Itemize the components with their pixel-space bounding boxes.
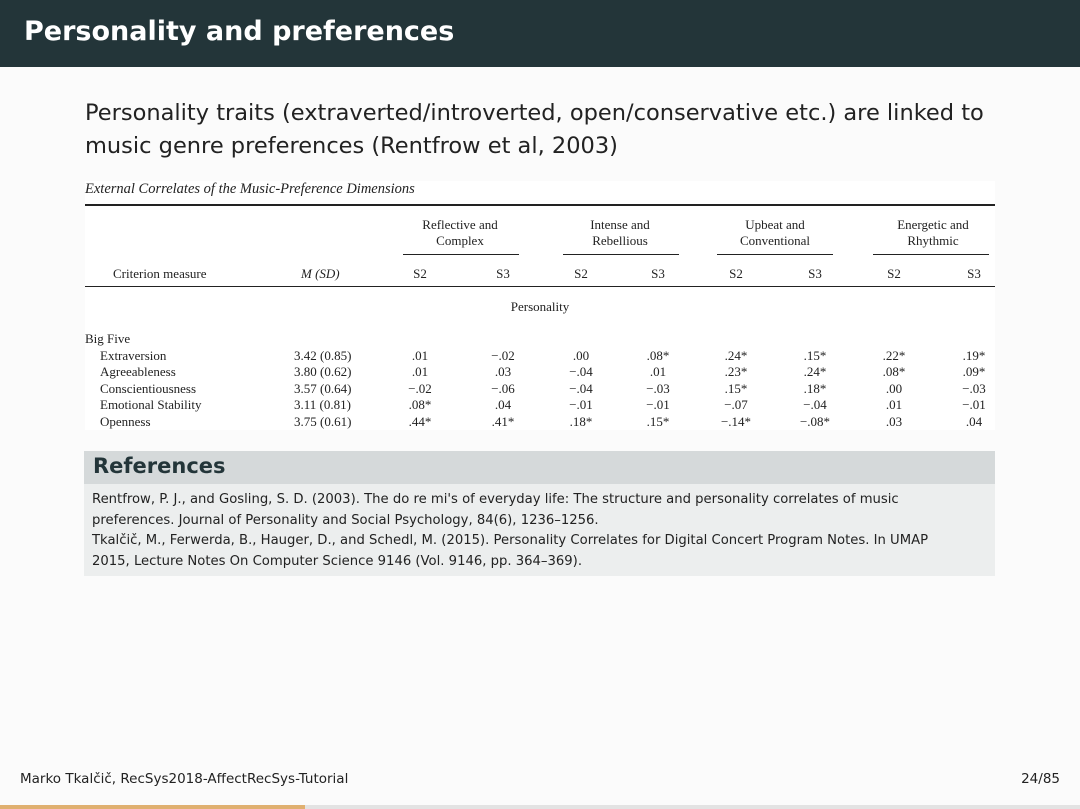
subcol-header: S2 bbox=[413, 266, 427, 281]
table-cell: .01 bbox=[885, 397, 903, 412]
table-cell: .18* bbox=[803, 381, 827, 396]
table-cell: .09* bbox=[962, 364, 986, 379]
table-cell: .15* bbox=[646, 414, 670, 429]
table-cell: .41* bbox=[491, 414, 515, 429]
correlates-table bbox=[85, 181, 995, 430]
table-cell: −.03 bbox=[962, 381, 986, 396]
group-header-line: Reflective and bbox=[422, 217, 498, 232]
table-cell: −.02 bbox=[491, 348, 515, 363]
row-label: Extraversion bbox=[100, 348, 167, 363]
row-label: Agreeableness bbox=[100, 364, 176, 379]
table-cell: .01 bbox=[411, 364, 429, 379]
group-header-line: Complex bbox=[436, 233, 484, 248]
group-underline bbox=[563, 254, 679, 255]
table-cell: .03 bbox=[885, 414, 903, 429]
table-cell: −.02 bbox=[408, 381, 432, 396]
table-cell: .22* bbox=[882, 348, 906, 363]
table-cell: .15* bbox=[803, 348, 827, 363]
table-cell: .24* bbox=[803, 364, 827, 379]
table-cell: .00 bbox=[572, 348, 590, 363]
table-cell: .24* bbox=[724, 348, 748, 363]
reference-line: preferences. Journal of Personality and Social Psychology, 84(6), 1236–1256. bbox=[92, 512, 599, 528]
table-cell: −.01 bbox=[569, 397, 593, 412]
table-cell: −.01 bbox=[962, 397, 986, 412]
subcol-header: S3 bbox=[651, 266, 665, 281]
table-cell: .00 bbox=[885, 381, 903, 396]
table-cell: .15* bbox=[724, 381, 748, 396]
row-label: Conscientiousness bbox=[100, 381, 197, 396]
group-header-line: Energetic and bbox=[897, 217, 969, 232]
table-cell: .19* bbox=[962, 348, 986, 363]
group-underline bbox=[717, 254, 833, 255]
section-personality: Personality bbox=[510, 299, 570, 314]
group-header-line: Upbeat and bbox=[745, 217, 805, 232]
reference-line: 2015, Lecture Notes On Computer Science 9146 (Vol. 9146, pp. 364–369). bbox=[92, 553, 583, 569]
table-cell: −.04 bbox=[569, 381, 593, 396]
row-msd: 3.11 (0.81) bbox=[294, 397, 351, 412]
table-caption: External Correlates of the Music-Preference Dimensions bbox=[85, 181, 415, 197]
subcol-header: S3 bbox=[967, 266, 981, 281]
table-cell: −.04 bbox=[569, 364, 593, 379]
references-header bbox=[84, 451, 995, 484]
row-msd: 3.80 (0.62) bbox=[294, 364, 352, 379]
group-header-line: Rebellious bbox=[592, 233, 648, 248]
references-body bbox=[92, 490, 982, 572]
intro-text: Personality traits (extraverted/introverted, open/conservative etc.) are linked to music genre preferences (Rentfrow et al, 2003) bbox=[85, 100, 984, 159]
table-cell: .23* bbox=[724, 364, 748, 379]
progress-bar bbox=[0, 805, 305, 809]
progress-track bbox=[0, 805, 1080, 809]
group-header-line: Conventional bbox=[739, 233, 811, 248]
subcol-header: S3 bbox=[496, 266, 510, 281]
table-cell: .04 bbox=[965, 414, 983, 429]
row-msd: 3.42 (0.85) bbox=[294, 348, 352, 363]
table-cell: .18* bbox=[569, 414, 593, 429]
table-cell: .08* bbox=[882, 364, 906, 379]
group-header bbox=[705, 217, 845, 249]
table-cell: −.01 bbox=[646, 397, 670, 412]
table-cell: −.03 bbox=[646, 381, 670, 396]
category-big-five: Big Five bbox=[85, 331, 131, 346]
table-header-rule bbox=[85, 286, 995, 287]
footer-author: Marko Tkalčič, RecSys2018-AffectRecSys-Tutorial bbox=[20, 771, 349, 787]
slide-title: Personality and preferences bbox=[24, 16, 455, 47]
table-cell: .44* bbox=[408, 414, 432, 429]
subcol-header: S2 bbox=[729, 266, 743, 281]
table-cell: −.06 bbox=[491, 381, 515, 396]
reference-line: Rentfrow, P. J., and Gosling, S. D. (2003). The do re mi's of everyday life: The structure and personality correlates of music bbox=[92, 492, 899, 507]
row-label: Emotional Stability bbox=[100, 397, 202, 412]
table-cell: −.14* bbox=[720, 414, 752, 429]
reference-line: Tkalčič, M., Ferwerda, B., Hauger, D., and Schedl, M. (2015). Personality Correlates for Digital Concert Program Notes. In UMAP bbox=[92, 533, 929, 548]
table-cell: .08* bbox=[646, 348, 670, 363]
table-cell: .08* bbox=[408, 397, 432, 412]
col-criterion-header: Criterion measure bbox=[113, 266, 207, 281]
references-block bbox=[84, 451, 995, 576]
subcol-header: S2 bbox=[887, 266, 901, 281]
table-cell: .01 bbox=[411, 348, 429, 363]
subcol-header: S3 bbox=[808, 266, 822, 281]
group-underline bbox=[403, 254, 519, 255]
row-msd: 3.57 (0.64) bbox=[294, 381, 352, 396]
table-cell: −.07 bbox=[724, 397, 748, 412]
group-header bbox=[863, 217, 1003, 249]
references-title: References bbox=[93, 454, 226, 478]
table-cell: .03 bbox=[494, 364, 512, 379]
row-msd: 3.75 (0.61) bbox=[294, 414, 352, 429]
group-header bbox=[550, 217, 690, 249]
group-header-line: Intense and bbox=[590, 217, 650, 232]
group-header bbox=[390, 217, 530, 249]
row-label: Openness bbox=[100, 414, 151, 429]
table-top-rule bbox=[85, 204, 995, 206]
table-cell: .01 bbox=[649, 364, 667, 379]
table-cell: −.04 bbox=[803, 397, 827, 412]
subcol-header: S2 bbox=[574, 266, 588, 281]
page-number: 24/85 bbox=[1021, 771, 1060, 787]
table-cell: .04 bbox=[494, 397, 512, 412]
slide-header bbox=[0, 0, 1080, 67]
col-msd-header: M (SD) bbox=[301, 266, 340, 281]
group-header-line: Rhythmic bbox=[907, 233, 959, 248]
table-cell: −.08* bbox=[799, 414, 831, 429]
group-underline bbox=[873, 254, 989, 255]
